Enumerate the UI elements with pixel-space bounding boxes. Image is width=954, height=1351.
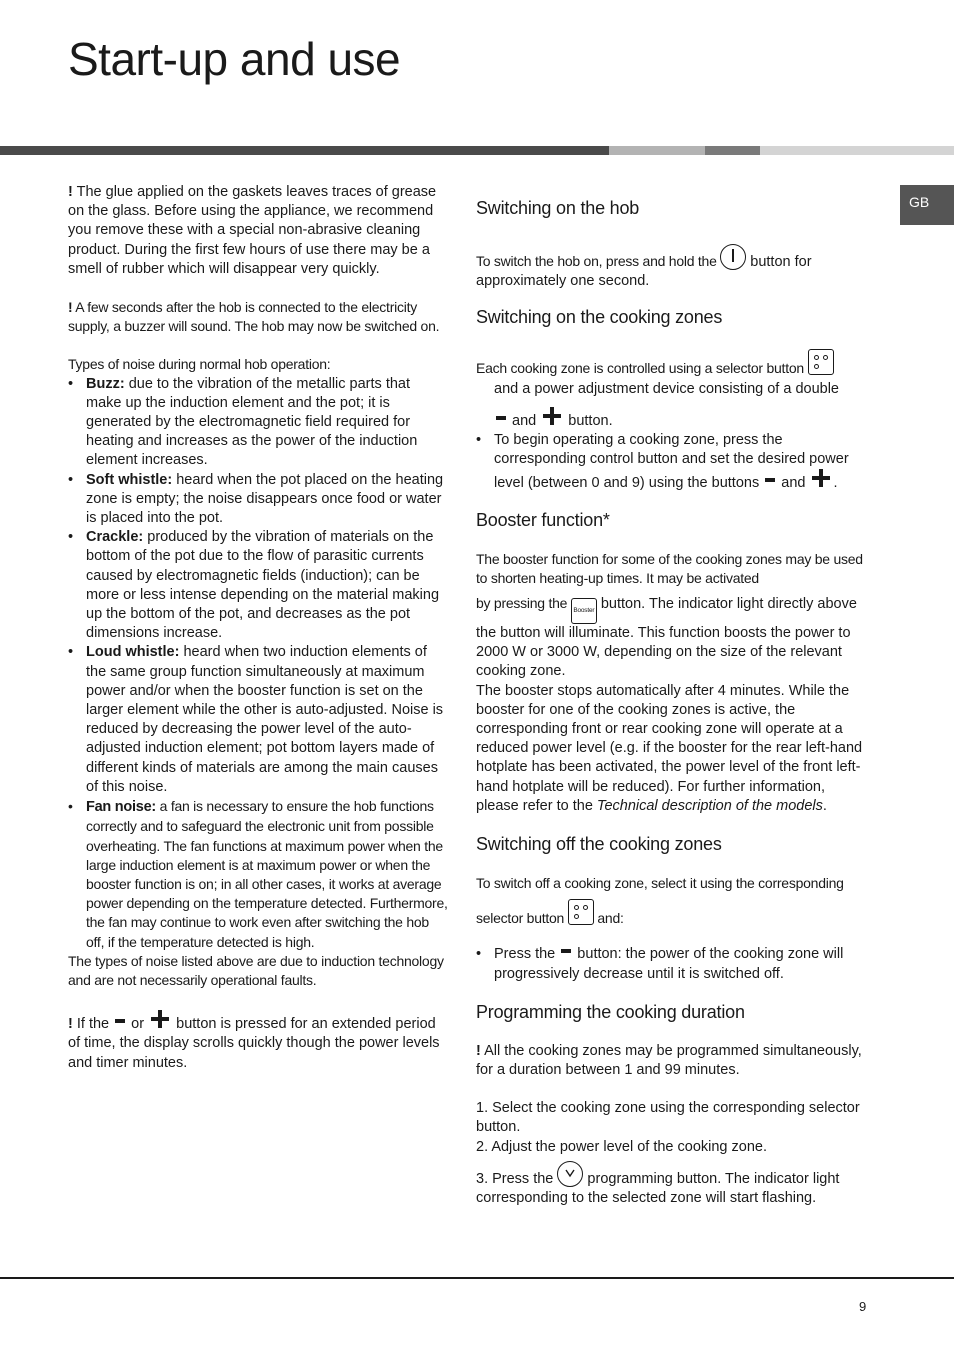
header-rule-pale [760, 146, 954, 155]
program-step-2: 2. Adjust the power level of the cooking zone. [476, 1138, 767, 1155]
text-fragment: level (between 0 and 9) using the buttons [494, 475, 764, 492]
header-rule-light [609, 146, 705, 155]
minus-icon [115, 1019, 125, 1023]
text-fragment: The booster stops automatically after 4 minutes. While the booster for one of the cooking zones is active, the corresponding front or rear cooking zone will operate at a reduced power level (e.g. if the booster for the rear left-hand hotplate has been activated, the power level of the front left-hand hotplate will be reduced). For further information, please refer to the [476, 682, 863, 814]
page-title: Start-up and use [68, 33, 401, 85]
text-fragment: button. The indicator light directly above the button will illuminate. This function boosts the power to 2000 W or 3000 W, depending on the size of the relevant cooking zone. [476, 596, 857, 680]
warning-mark: ! [68, 184, 73, 200]
minus-icon [496, 416, 506, 420]
off-paragraph-1: To switch off a cooking zone, select it using the corresponding [476, 875, 844, 892]
power-icon [720, 244, 746, 270]
section-heading: Switching on the cooking zones [476, 307, 723, 328]
minus-icon [765, 478, 775, 482]
program-warning [476, 1042, 871, 1080]
off-list [476, 945, 871, 983]
buzzer-warning-text: A few seconds after the hob is connected to the electricity supply, a buzzer will sound. The hob may now be switched on. [68, 299, 440, 335]
text-fragment: . [833, 475, 838, 492]
plus-icon [812, 469, 830, 487]
text-fragment: Technical description of the models [596, 797, 823, 814]
text-fragment: Each cooking zone is controlled using a selector button [476, 360, 808, 377]
text-fragment: programming button. The indicator light corresponding to the selected zone will start flashing. [476, 1170, 840, 1207]
program-step-1: 1. Select the cooking zone using the corresponding selector button. [476, 1100, 860, 1136]
noise-term: Buzz: [86, 375, 125, 392]
text-fragment: If the [72, 1016, 114, 1033]
glue-warning-text: The glue applied on the gaskets leaves traces of grease on the glass. Before using the appliance, we recommend you remove these with a special non-abrasive cleaning product. During the first few hours of use there may be a smell of rubber which will disappear very quickly. [68, 184, 437, 277]
noise-term: Crackle: [86, 529, 144, 546]
booster-paragraph-1: The booster function for some of the cooking zones may be used to shorten heating-up times. It may be activated [476, 550, 863, 586]
hob-on-paragraph [476, 244, 871, 291]
noise-list [68, 375, 448, 952]
zones-paragraph-buttons [476, 407, 871, 431]
left-column [68, 183, 448, 1073]
warning-mark: ! [476, 1042, 481, 1059]
zones-paragraph-cont: and a power adjustment device consisting of a double [494, 380, 839, 397]
header-rule-mid [705, 146, 760, 155]
list-item [68, 471, 448, 529]
text-fragment: Press the [494, 946, 560, 963]
noise-term: Loud whistle: [86, 644, 180, 661]
selector-icon [808, 349, 834, 375]
program-step-3 [476, 1161, 871, 1208]
header-rule-dark [0, 146, 609, 155]
list-item [68, 643, 448, 797]
section-heading: Switching on the hob [476, 198, 640, 218]
text-fragment: button for approximately one second. [476, 254, 812, 290]
zones-list [476, 431, 871, 494]
text-fragment: button is pressed for an extended period of time, the display scrolls quickly though the power levels and timer minutes. [68, 1016, 440, 1071]
noise-desc: produced by the vibration of materials on the bottom of the pot due to the flow of parasitic currents caused by electromagnetic fields (induction); can be more or less intense depending on the material making up the bottom of the pot, and decreases as the pot dimensions increase. [86, 529, 440, 642]
section-heading: Booster function* [476, 509, 610, 530]
zones-paragraph [476, 349, 871, 379]
language-tab: GB [900, 185, 954, 225]
glue-warning [68, 183, 448, 279]
text-fragment: All the cooking zones may be programmed simultaneously, for a duration between 1 and 99 minutes. [476, 1042, 862, 1079]
noise-outro: The types of noise listed above are due to induction technology and are not necessarily operational faults. [68, 952, 444, 988]
warning-mark: ! [68, 299, 73, 316]
list-item [68, 375, 448, 471]
noise-desc: heard when the pot placed on the heating zone is empty; the noise disappears once food or water is placed into the pot. [86, 471, 444, 527]
text-fragment: 3. Press the [476, 1170, 558, 1187]
minus-icon [561, 949, 571, 953]
footer-rule [0, 1277, 954, 1279]
booster-icon: Booster [571, 598, 597, 624]
text-fragment: button. [564, 412, 613, 429]
buzzer-warning [68, 298, 448, 336]
section-heading: Switching off the cooking zones [476, 834, 722, 855]
list-item [476, 945, 871, 983]
text-fragment: and [777, 475, 810, 492]
noise-desc: due to the vibration of the metallic parts that make up the induction element and the pot; it is generated by the electromagnetic field required for heating and increases as the power of the induction element increases. [86, 375, 418, 469]
noise-term: Soft whistle: [86, 471, 173, 488]
noise-term: Fan noise: [86, 799, 157, 816]
clock-icon [557, 1161, 583, 1187]
selector-icon [568, 899, 594, 925]
booster-paragraph-2 [476, 594, 871, 682]
page-number: 9 [859, 1299, 867, 1314]
off-paragraph-2 [476, 899, 871, 929]
booster-paragraph-3 [476, 682, 871, 816]
plus-icon [151, 1010, 169, 1028]
list-item [476, 431, 871, 494]
text-fragment: selector button [476, 910, 568, 927]
text-fragment: To switch the hob on, press and hold the [476, 253, 721, 269]
noise-desc: heard when two induction elements of the same group function simultaneously at maximum power and/or when the booster function is set on the larger element while the other is auto-adjusted. Noise is reduced by decreasing the power level of the auto-adjusted induction element; pot bottom layers made of different kinds of materials are among the main causes of this noise. [86, 644, 444, 795]
noise-intro: Types of noise during normal hob operation: [68, 356, 331, 373]
list-item [68, 797, 448, 952]
text-fragment: and: [593, 910, 624, 927]
text-fragment: button: the power of the cooking zone will progressively decrease until it is switched off. [494, 946, 844, 982]
plus-icon [543, 407, 561, 425]
text-fragment: or [127, 1016, 149, 1033]
section-heading: Programming the cooking duration [476, 1001, 745, 1022]
warning-mark: ! [68, 1016, 73, 1033]
right-column [476, 196, 871, 1208]
long-press-warning [68, 1010, 448, 1073]
noise-desc: a fan is necessary to ensure the hob functions correctly and to safeguard the electronic unit from possible overheating. The fan functions at maximum power when the large induction element is at maximum power or when the booster function is on; in all other cases, it works at average power depending on the temperature detected. Furthermore, the fan may continue to work even after switching the hob off, if the temperature detected is high. [86, 798, 448, 950]
list-item [68, 528, 448, 643]
text-fragment: To begin operating a cooking zone, press the corresponding control button and set the desired power [494, 432, 849, 468]
text-fragment: by pressing the [476, 595, 571, 612]
text-fragment: . [822, 797, 827, 814]
text-fragment: and [508, 412, 541, 429]
